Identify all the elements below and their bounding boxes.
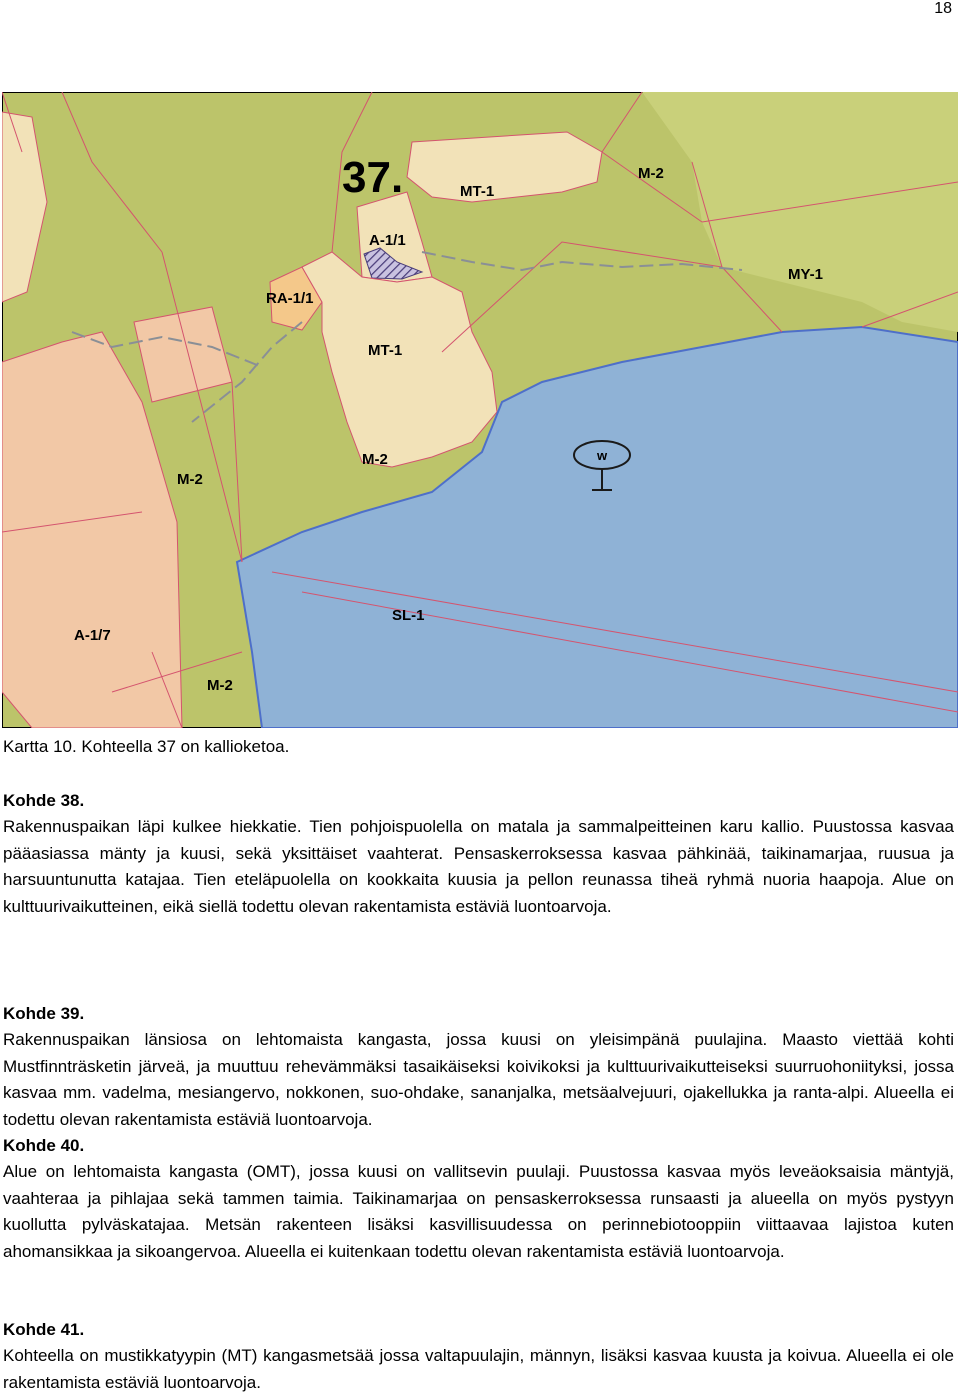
- section-body: Rakennuspaikan länsiosa on lehtomaista kangasta, jossa kuusi on yleisimpänä puulajina. Maasto viettää kohti Mustfinnträsketin järveä, ja muuttuu rehevämmäksi tasaikäiseksi koivikoksi ja kulttuurivaikutteiseksi suurruohoniityksi, jossa kasvaa mm. vadelma, mesiangervo, nokkonen, suo-ohdake, sananjalka, metsäalvejuuri, ojakellukka ja ranta-alpi. Alueella ei todettu olevan rakentamista estäviä luontoarvoja.: [3, 1030, 954, 1129]
- label-mt1-north: MT-1: [460, 183, 495, 200]
- label-sl1: SL-1: [392, 607, 425, 624]
- caption-text: Kartta 10. Kohteella 37 on kallioketoa.: [3, 737, 290, 756]
- section-heading: Kohde 39.: [3, 1004, 85, 1023]
- label-a11: A-1/1: [369, 232, 406, 249]
- section-kohde-40: [3, 1133, 954, 1265]
- label-m2-west: M-2: [177, 471, 203, 488]
- area-number-label: 37.: [342, 153, 404, 202]
- label-ra11: RA-1/1: [266, 290, 314, 307]
- section-heading: Kohde 38.: [3, 791, 85, 810]
- map-figure: [2, 92, 958, 728]
- section-body: Rakennuspaikan läpi kulkee hiekkatie. Tien pohjoispuolella on matala ja sammalpeitteinen karu kallio. Puustossa kasvaa pääasiassa mänty ja kuusi, sekä yksittäiset vaahterat. Pensaskerroksessa kasvaa pähkinää, taikinamarjaa, ruusua ja harsuuntunutta katajaa. Tien eteläpuolella on kookkaita kuusia ja pellon reunassa tiheä ryhmä nuoria haapoja. Alue on kulttuurivaikutteinen, eikä siellä todettu olevan rakentamista estäviä luontoarvoja.: [3, 817, 954, 916]
- section-heading: Kohde 40.: [3, 1136, 85, 1155]
- section-body: Kohteella on mustikkatyypin (MT) kangasmetsää jossa valtapuulajin, männyn, lisäksi kasvaa kuusta ja koivua. Alueella ei ole rakentamista estäviä luontoarvoja.: [3, 1346, 954, 1392]
- label-m2-north: M-2: [638, 165, 664, 182]
- label-mt1-center: MT-1: [368, 342, 403, 359]
- label-m2-center: M-2: [362, 451, 388, 468]
- label-my1: MY-1: [788, 266, 824, 283]
- map-caption: [3, 734, 954, 760]
- zoning-map: [2, 92, 958, 728]
- section-body: Alue on lehtomaista kangasta (OMT), jossa kuusi on vallitsevin puulaji. Puustossa kasvaa myös leveäoksaisia mäntyjä, vaahteraa ja pihlajaa sekä tammen taimia. Taikinamarjaa on pensaskerroksessa runsaasti ja alueella on myös pystyyn kuollutta pylväskatajaa. Metsän rakenteen lisäksi kasvillisuudessa on perinnebiotooppiin viittaavaa lajistoa kuten ahomansikkaa ja sikoangervoa. Alueella ei kuitenkaan todettu olevan rakentamista estäviä luontoarvoja.: [3, 1162, 954, 1261]
- w-label: w: [596, 448, 608, 463]
- section-kohde-39: [3, 1001, 954, 1133]
- label-m2-south: M-2: [207, 677, 233, 694]
- page-number: 18: [934, 0, 952, 17]
- section-heading: Kohde 41.: [3, 1320, 85, 1339]
- section-kohde-38: [3, 788, 954, 920]
- label-a17: A-1/7: [74, 627, 111, 644]
- section-kohde-41: [3, 1317, 954, 1396]
